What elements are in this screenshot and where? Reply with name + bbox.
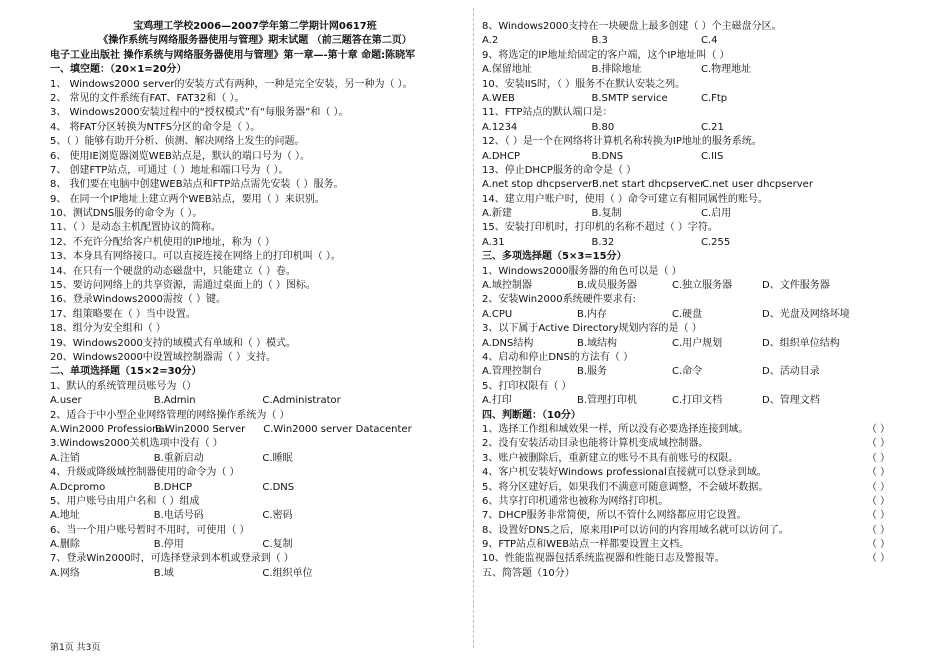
fill-question: 6、 使用IE浏览器浏览WEB站点是，默认的端口号为（ ）。 [50,150,311,162]
option-text: C.用户规划 [672,337,723,349]
judge-text: 10、性能监视器包括系统监视器和性能日志及警报等。 [482,553,725,565]
option-text: B.DHCP [153,481,193,493]
option-row [482,178,900,192]
option-text: A.Dcpromo [50,481,106,493]
fill-question: 1、 Windows2000 server的安装方式有两种，一种是完全安装，另一种为（ ）。 [50,78,413,90]
option-text: C.Win2000 server Datacenter [263,423,412,435]
option-text: A.net stop dhcpserver [482,179,593,191]
option-row [50,394,460,408]
option-text: A.WEB [482,92,515,104]
single-question: 1、默认的系统管理员账号为（） [50,380,197,392]
option-text: B.3 [591,35,608,47]
option-row [50,481,460,495]
option-row [482,394,900,408]
judge-text: 6、共享打印机通常也被称为网络打印机。 [482,495,669,507]
option-text: C.net user dhcpserver [702,179,813,191]
answer-paren: （ ） [866,438,890,450]
option-text: C.独立服务器 [672,280,733,292]
option-text: A.1234 [482,121,518,133]
judge-question [482,495,900,509]
judge-text: 1、选择工作组和域效果一样，所以没有必要选择连接到域。 [482,423,749,435]
single-choice-list [50,380,460,581]
option-text: C.密码 [262,510,293,522]
option-text: D、组织单位结构 [762,337,840,349]
fill-question: 13、本身具有网络接口。可以直接连接在网络上的打印机叫（ ）。 [50,251,341,263]
option-text: B.复制 [591,208,622,220]
judge-question [482,437,900,451]
fill-question: 4、 将FAT分区转换为NTFS分区的命令是（ ）。 [50,121,261,133]
judge-question [482,452,900,466]
multi-question: 4、启动和停止DNS的方法有（ ） [482,351,634,363]
option-text: D、文件服务器 [762,280,830,292]
single-question: 7、登录Win2000时，可选择登录到本机或登录到（ ） [50,553,294,565]
answer-paren: （ ） [866,495,890,507]
left-column [50,20,460,581]
fill-question: 19、Windows2000支持的域模式有单域和（ ）模式。 [50,337,296,349]
option-text: C.物理地址 [700,64,752,76]
option-text: B.net start dhcpserver [592,179,705,191]
answer-paren: （ ） [866,423,890,435]
option-text: C.IIS [700,150,724,162]
option-text: A.保留地址 [482,64,532,76]
fill-question: 3、 Windows2000安装过程中的“授权模式”有“每服务器”和（ ）。 [50,107,349,119]
fill-question: 16、登录Windows2000需按（ ）键。 [50,294,226,306]
option-text: D、光盘及网络坏境 [762,308,850,320]
judge-text: 7、DHCP服务非常简便，所以不管什么网络都应用它设置。 [482,510,747,522]
option-row [482,207,900,221]
single-question: 3.Windows2000关机选项中没有（ ） [50,438,223,450]
option-row [482,150,900,164]
option-text: A.管理控制台 [482,366,542,378]
section-multi-title: 三、多项选择题（5×3=15分） [482,251,627,263]
option-text: C.复制 [262,539,293,551]
option-row [50,538,460,552]
single-question: 4、升级或降级域控制器使用的命令为（ ） [50,467,240,479]
single-question: 15、安装打印机时，打印机的名称不超过（ ）字符。 [482,222,718,234]
option-text: A.网络 [50,567,80,579]
section-single-title: 二、单项选择题（15×2=30分） [50,366,202,378]
single-question: 2、适合于中小型企业网络管理的网络操作系统为（ ） [50,409,290,421]
option-row [50,509,460,523]
option-text: B.Admin [153,395,196,407]
judge-question-list [482,423,900,567]
exam-scope: 电子工业出版社 操作系统与网络服务器使用与管理》第一章—-第十章 命题:陈晓军 [50,49,416,61]
fill-question: 12、不充许分配给客户机使用的IP地址，称为（ ） [50,236,275,248]
column-divider [473,8,475,648]
fill-question: 18、组分为安全组和（ ） [50,323,166,335]
multi-question: 2、安装Win2000系统硬件要求有: [482,294,636,306]
judge-question [482,552,900,566]
answer-paren: （ ） [866,452,890,464]
option-row [482,236,900,250]
option-text: C.硬盘 [672,308,703,320]
judge-question [482,423,900,437]
single-question: 6、当一个用户账号暂时不用时，可使用（ ） [50,524,250,536]
option-text: C.组织单位 [262,567,313,579]
multi-question: 3、以下属于Active Directory规划内容的是（ ） [482,323,702,335]
option-text: C.睡眠 [262,452,293,464]
option-text: B.排除地址 [591,64,642,76]
option-text: C.打印文档 [672,395,723,407]
option-text: A.CPU [482,308,513,320]
option-text: B.域 [153,567,174,579]
answer-paren: （ ） [866,553,890,565]
multi-question: 1、Windows2000服务器的角色可以是（ ） [482,265,682,277]
single-choice-list-continued [482,20,900,250]
option-text: B.SMTP service [591,92,668,104]
judge-text: 2、没有安装活动目录也能将计算机变成域控制器。 [482,438,709,450]
option-row [482,337,900,351]
fill-question: 11、（ ）是动态主机配置协议的简称。 [50,222,221,234]
option-row [482,365,900,379]
exam-title: 《操作系统与网络服务器使用与管理》期末试题 （前三题答在第二页） [98,35,412,47]
answer-paren: （ ） [866,481,890,493]
option-text: A.域控制器 [482,280,532,292]
page-footer: 第1页 共3页 [50,643,101,653]
option-text: B.内存 [577,308,608,320]
option-text: B.电话号码 [153,510,204,522]
option-text: C.启用 [700,208,732,220]
option-text: A.DNS结构 [482,337,534,349]
judge-question [482,509,900,523]
single-question: 8、Windows2000支持在一块硬盘上最多创建（ ）个主磁盘分区。 [482,21,782,32]
option-row [50,423,460,437]
option-text: C.Administrator [262,395,341,407]
fill-question: 20、Windows2000中设置域控制器需（ ）支持。 [50,351,276,363]
answer-paren: （ ） [866,510,890,522]
school-title: 宝鸡理工学校2006—2007学年第二学期计网0617班 [133,21,377,32]
section-judge-title: 四、判断题：（10分） [482,409,581,421]
option-text: C.Ftp [700,92,728,104]
option-text: A.31 [482,236,505,248]
option-text: B.服务 [577,366,608,378]
option-text: B.管理打印机 [577,395,638,407]
option-text: B.域结构 [577,337,618,349]
single-question: 10、安装IIS时，（ ）服务不在默认安装之列。 [482,78,686,90]
option-text: C.255 [700,236,731,248]
single-question: 14、建立用户账户时，使用（ ）命令可建立有相同属性的账号。 [482,193,768,205]
fill-question: 17、组策略要在（ ）当中设置。 [50,308,196,320]
multi-choice-list [482,265,900,409]
option-text: C.21 [700,121,724,133]
section-short-title: 五、简答题（10分） [482,567,575,579]
single-question: 11、FTP站点的默认端口是： [482,107,613,119]
fill-question: 7、 创建FTP站点，可通过（ ）地址和端口号为（ ）。 [50,164,289,176]
option-text: A.删除 [50,539,80,551]
option-text: A.2 [482,35,499,47]
option-text: A.地址 [50,510,80,522]
option-text: B.停用 [153,539,184,551]
judge-question [482,466,900,480]
multi-question: 5、打印权限有（ ） [482,380,572,392]
option-row [482,63,900,77]
option-text: A.打印 [482,395,512,407]
fill-question: 5、（ ）能够有助开分析、侦测、解决网络上发生的问题。 [50,136,305,148]
option-text: C.命令 [672,366,703,378]
single-question: 9、将选定的IP地址给固定的客户端，这个IP地址叫（ ） [482,49,730,61]
option-text: C.4 [700,35,718,47]
fill-question: 2、 常见的文件系统有FAT、FAT32和（ ）。 [50,92,245,104]
option-text: A.Win2000 Professional [50,423,168,435]
option-text: B.DNS [591,150,624,162]
right-column [482,20,900,581]
fill-question: 8、 我们要在电脑中创建WEB站点和FTP站点需先安装（ ）服务。 [50,179,344,191]
option-text: A.新建 [482,208,512,220]
judge-text: 9、FTP站点和WEB站点一样都要设置主文档。 [482,539,690,551]
fill-question: 15、要访问网络上的共享资源，需通过桌面上的（ ）图标。 [50,280,316,292]
option-text: A.user [50,395,82,407]
answer-paren: （ ） [866,524,890,536]
option-text: D、活动目录 [762,366,820,378]
option-text: B.重新启动 [153,452,204,464]
single-question: 12、（ ）是一个在网络将计算机名称转换为IP地址的服务系统。 [482,136,762,148]
fill-question: 10、测试DNS服务的命令为（ ）。 [50,208,203,220]
option-text: A.注销 [50,452,80,464]
option-row [482,121,900,135]
option-text: B.80 [591,121,615,133]
option-text: B.32 [591,236,615,248]
judge-question [482,524,900,538]
answer-paren: （ ） [866,467,890,479]
judge-question [482,538,900,552]
fill-question-list [50,78,460,366]
option-row [50,567,460,581]
option-text: B.Win2000 Server [155,423,246,435]
option-text: D、管理文档 [762,395,820,407]
fill-question: 14、在只有一个硬盘的动态磁盘中，只能建立（ ）卷。 [50,265,296,277]
option-row [482,308,900,322]
fill-question: 9、 在同一个IP地址上建立两个WEB站点，要用（ ）来识别。 [50,193,325,205]
option-row [50,452,460,466]
judge-text: 5、将分区建好后，如果我们不满意可随意调整，不会破坏数据。 [482,481,769,493]
judge-question [482,481,900,495]
section-fill-title: 一、填空题：（20×1=20分） [50,64,187,76]
option-text: A.DHCP [482,150,521,162]
option-row [482,34,900,48]
judge-text: 4、客户机安装好Windows professional直接就可以登录到域。 [482,467,767,479]
option-text: B.成员服务器 [577,280,638,292]
single-question: 13、停止DHCP服务的命令是（ ） [482,164,637,176]
option-row [482,92,900,106]
judge-text: 8、设置好DNS之后，原来用IP可以访问的内容用域名就可以访问了。 [482,524,789,536]
judge-text: 3、账户被删除后，重新建立的账号不具有前账号的权限。 [482,452,739,464]
option-row [482,279,900,293]
single-question: 5、用户账号由用户名和（ ）组成 [50,495,200,507]
answer-paren: （ ） [866,539,890,551]
option-text: C.DNS [262,481,295,493]
